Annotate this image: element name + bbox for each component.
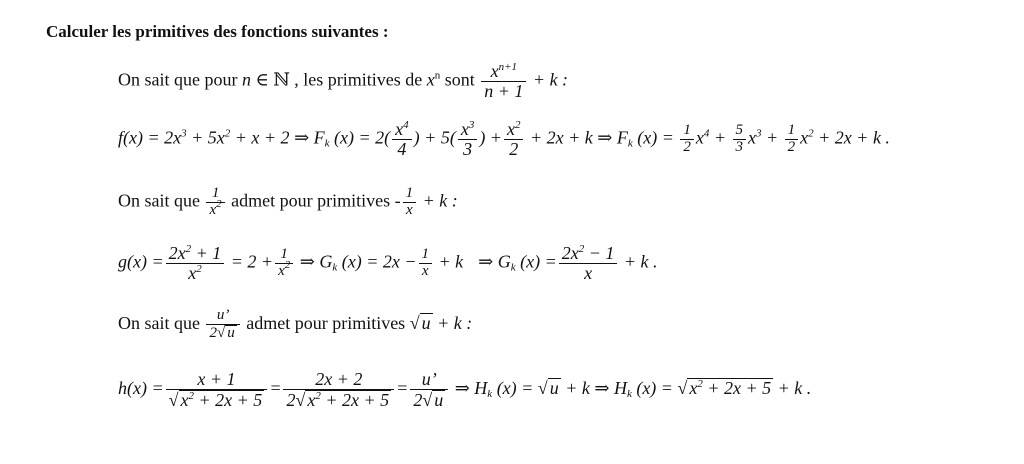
text-prefix: On sait que pour — [118, 69, 242, 90]
h1-b: + 2x + 5 — [194, 389, 263, 410]
neg-sign: - — [394, 190, 401, 211]
r3-num: 1 — [785, 123, 799, 140]
frac-h1 — [166, 370, 268, 410]
page-title: Calculer les primitives des fonctions suivantes : — [46, 22, 389, 41]
exp-n: n — [434, 69, 441, 82]
frac-g4 — [559, 244, 618, 283]
tail2: + k . — [773, 378, 812, 399]
r2-x: x — [748, 127, 756, 148]
rule-sqrt — [118, 308, 472, 342]
H1: H — [474, 378, 488, 399]
F1: F — [313, 127, 325, 148]
sqrt-h3: √ u — [422, 389, 444, 410]
var-x: x — [426, 69, 435, 90]
g4-den: x — [584, 262, 593, 283]
frac-x4-4 — [392, 120, 412, 159]
H1-rad: u — [549, 378, 559, 399]
h3-2: 2 — [413, 389, 423, 410]
g2-den: x — [278, 262, 285, 279]
fr1-den: 4 — [397, 138, 407, 159]
text-in: ∈ ℕ , les primitives de — [250, 69, 427, 90]
h1-a: x — [180, 389, 189, 410]
sqrt-u-2: √ u — [409, 312, 431, 333]
tail2: + 2x + k . — [813, 127, 890, 148]
implies-arrow: ⇒ — [454, 378, 470, 399]
G1: G — [319, 251, 333, 272]
g4-e: 2 — [578, 243, 585, 255]
g-def: g(x) = — [118, 251, 164, 272]
r1-den: 2 — [683, 138, 691, 155]
equation-h — [118, 370, 811, 410]
plus1: + — [709, 127, 731, 148]
num-exp: n+1 — [498, 61, 518, 73]
h3-u: u — [434, 389, 444, 410]
G2-eq: (x) = — [515, 251, 557, 272]
text-sont: sont — [440, 69, 480, 90]
h2-a: x — [307, 389, 316, 410]
frac-5-3 — [733, 123, 747, 156]
g1-den-e: 2 — [196, 262, 202, 275]
g1-den: x — [188, 262, 197, 283]
text-prefix: On sait que — [118, 312, 205, 333]
fraction-power — [481, 62, 526, 101]
den-base: x — [209, 201, 217, 218]
fr1-base: x — [395, 119, 404, 139]
eq3: = — [396, 378, 409, 399]
plus-k: + k : — [528, 69, 569, 90]
rad-u: u — [227, 324, 235, 341]
r2-num: 5 — [733, 123, 747, 140]
rule-power-primitive — [118, 62, 568, 101]
h2-e: 2 — [315, 389, 321, 402]
g1-e: 2 — [185, 243, 192, 255]
text-mid: admet pour primitives — [241, 312, 410, 333]
f-def: f(x) = 2x — [118, 127, 182, 148]
frac-1-x2 — [206, 186, 224, 219]
frac-x3-3 — [458, 120, 478, 159]
f-rest: + x + 2 — [230, 127, 295, 148]
F1-sub: k — [324, 137, 330, 150]
r2-e: 3 — [756, 127, 762, 140]
equation-f — [118, 120, 890, 159]
tail1: + k — [434, 251, 468, 272]
frac-u-2sqrtu — [206, 308, 239, 342]
r1-num: 1 — [680, 123, 694, 140]
h1-num: x + 1 — [166, 370, 268, 390]
frac-1-2 — [680, 123, 694, 156]
H2-a: x — [689, 378, 698, 399]
r1-x: x — [695, 127, 704, 148]
frac-g2 — [275, 247, 293, 280]
num: u’ — [206, 308, 239, 325]
plus2: + — [761, 127, 783, 148]
h3-num: u’ — [410, 370, 448, 390]
h-def: h(x) = — [118, 378, 164, 399]
G2-sub: k — [510, 261, 516, 274]
H2-eq: (x) = — [631, 378, 678, 399]
f-e3: 3 — [181, 127, 187, 140]
sqrt-u: √ u — [216, 324, 235, 341]
text-prefix: On sait que — [118, 190, 205, 211]
num: 1 — [206, 186, 224, 203]
rule-inverse-square — [118, 186, 458, 219]
F2-sub: k — [627, 137, 633, 150]
f-e2: 2 — [224, 127, 231, 140]
frac-x2-2 — [504, 120, 524, 159]
g4-a: 2x — [561, 243, 579, 263]
H2-b: + 2x + 5 — [702, 378, 772, 399]
sqrt-H2: √ $x^2 + 2x + 5$ — [677, 378, 772, 399]
mid1: ) + 5( — [413, 127, 456, 148]
H1-eq: (x) = — [492, 378, 538, 399]
g1-a: 2x — [168, 243, 186, 263]
H2: H — [613, 378, 627, 399]
h2-2: 2 — [286, 389, 296, 410]
g4-b: − 1 — [584, 243, 615, 263]
frac-1-2b — [785, 123, 799, 156]
F2: F — [616, 127, 628, 148]
tail2: + k . — [619, 251, 658, 272]
f-p2: + 5x — [186, 127, 225, 148]
r3-den: 2 — [787, 138, 796, 155]
H2-e: 2 — [697, 378, 703, 391]
num-base: x — [490, 61, 499, 81]
fr2-base: x — [460, 119, 469, 139]
r2-den: 3 — [735, 138, 743, 155]
implies-arrow-2: ⇒ — [478, 251, 494, 272]
tail: + k : — [432, 312, 473, 333]
r3-e: 2 — [808, 127, 814, 140]
h1-e: 2 — [188, 389, 195, 402]
frac-g1 — [166, 244, 225, 283]
tail1: + k — [560, 378, 595, 399]
g3-den: x — [421, 262, 429, 279]
r1-e: 4 — [703, 127, 710, 140]
num2: 1 — [403, 186, 417, 203]
tail: + k : — [418, 190, 458, 211]
den: n + 1 — [484, 80, 524, 101]
h2-b: + 2x + 5 — [320, 389, 390, 410]
implies-arrow: ⇒ — [294, 127, 310, 148]
r3-x: x — [800, 127, 809, 148]
g1-b: + 1 — [191, 243, 222, 263]
den-2: 2 — [209, 324, 217, 341]
fr1-exp: 4 — [403, 119, 409, 131]
fr3-exp: 2 — [514, 119, 521, 131]
den2: x — [406, 201, 413, 218]
g2-num: 1 — [275, 247, 293, 264]
tail1: + 2x + k — [525, 127, 598, 148]
G1-sub: k — [332, 261, 338, 274]
F2-eq: (x) = — [632, 127, 679, 148]
G2: G — [497, 251, 511, 272]
sqrt-H1: √ u — [537, 378, 559, 399]
g3-num: 1 — [419, 247, 433, 264]
F1-eq: (x) = 2( — [329, 127, 391, 148]
eq2: = 2 + — [226, 251, 274, 272]
fr3-base: x — [506, 119, 515, 139]
frac-h3 — [410, 370, 448, 410]
frac-g3 — [419, 247, 433, 280]
H2-sub: k — [626, 388, 632, 401]
sqrt-h1: √ $x^2 + 2x + 5$ — [168, 389, 263, 410]
fr2-exp: 3 — [468, 119, 475, 131]
implies-arrow-2: ⇒ — [597, 127, 613, 148]
text-mid: admet pour primitives — [226, 190, 395, 211]
h2-num: 2x + 2 — [283, 370, 394, 390]
G1-eq: (x) = 2x − — [337, 251, 417, 272]
sqrt-h2: √ $x^2 + 2x + 5$ — [295, 389, 390, 410]
g2-den-e: 2 — [284, 258, 291, 271]
mid2: ) + — [479, 127, 502, 148]
den-exp: 2 — [216, 197, 222, 210]
equation-g — [118, 244, 658, 283]
fr3-den: 2 — [509, 138, 519, 159]
H1-sub: k — [487, 388, 493, 401]
frac-1-x — [403, 186, 417, 219]
rad-u-2: u — [421, 312, 431, 333]
implies-arrow-2: ⇒ — [594, 378, 610, 399]
implies-arrow: ⇒ — [299, 251, 315, 272]
var-n: n — [241, 69, 251, 90]
eq2: = — [269, 378, 282, 399]
frac-h2 — [283, 370, 394, 410]
fr2-den: 3 — [463, 138, 473, 159]
